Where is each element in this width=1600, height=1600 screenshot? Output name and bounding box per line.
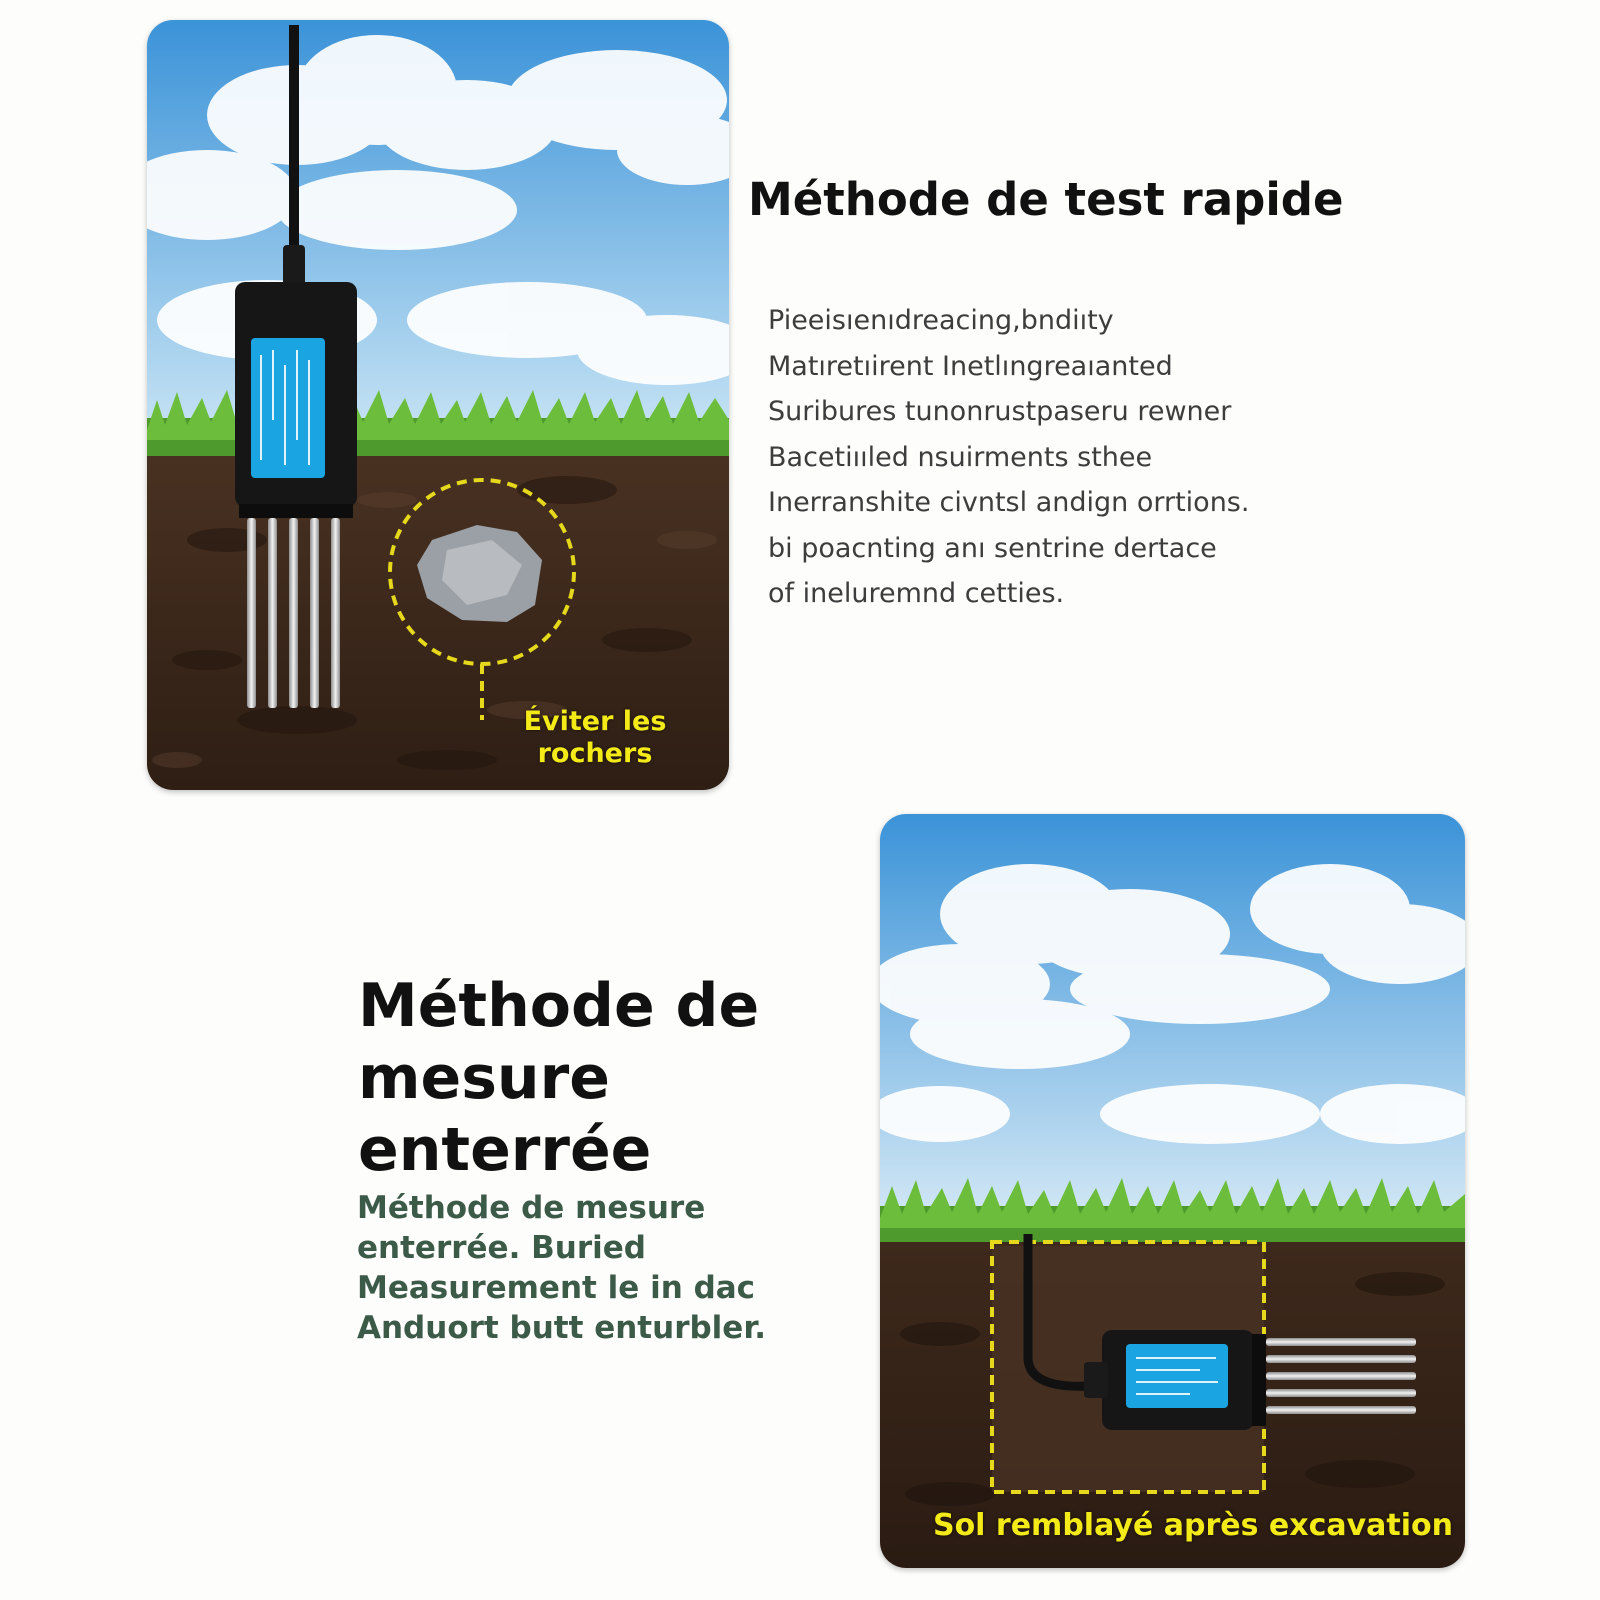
description-line: Inerranshite civntsl andign orrtions. xyxy=(768,487,1250,518)
description-line: Suribures tunonrustpaseru rewner xyxy=(768,396,1232,427)
buried-method-description: Méthode de mesure enterrée. Buried Measurement le in dac Anduort butt enturbler. xyxy=(357,1190,766,1346)
description-line: Bacetiııled nsuirments sthee xyxy=(768,441,1153,473)
quick-test-description xyxy=(768,298,1308,617)
avoid-rocks-callout: Éviter les rochers xyxy=(523,706,667,769)
quick-test-title: Méthode de test rapide xyxy=(748,173,1344,226)
description-line: of ineluremnd cetties. xyxy=(768,578,1065,609)
buried-measurement-illustration xyxy=(880,814,1465,1568)
quick-test-illustration xyxy=(147,20,729,790)
buried-method-title: Méthode de mesure enterrée xyxy=(358,971,760,1185)
description-line: Matıretıirent Inetlıngreaıanted xyxy=(768,350,1173,382)
description-line: bi poacnting anı sentrine dertace xyxy=(768,532,1217,564)
description-line: Pieeisıenıdreacing,bndiıty xyxy=(768,305,1114,336)
backfill-soil-callout: Sol remblayé après excavation xyxy=(932,1508,1454,1543)
